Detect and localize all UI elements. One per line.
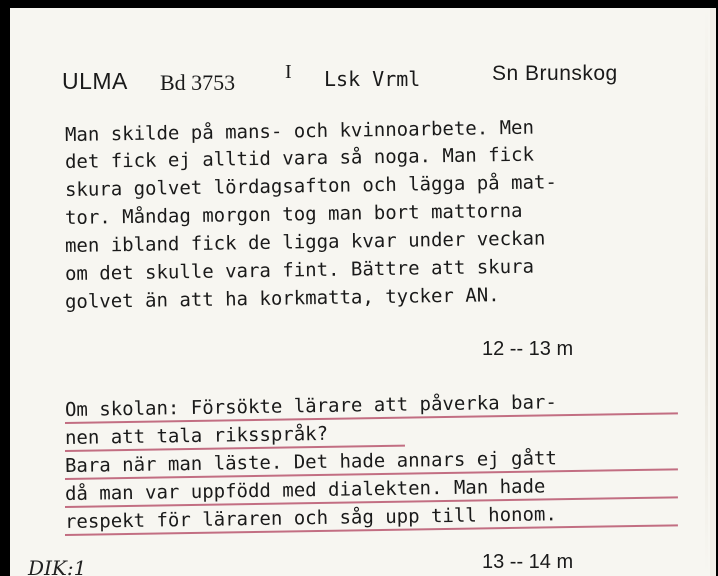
page-reference: 12 -- 13 m xyxy=(482,338,574,360)
text-line: respekt för läraren och såg upp till honom. xyxy=(64,503,557,533)
text-line: men ibland fick de ligga kvar under veckan xyxy=(64,227,546,257)
text-line: tor. Måndag morgon tog man bort mattorna xyxy=(64,199,523,229)
text-line: om det skulle vara fint. Bättre att skura xyxy=(64,255,535,285)
text-line: det fick ej alltid vara så noga. Man fick xyxy=(64,143,535,173)
text-line: då man var uppfödd med dialekten. Man hade xyxy=(64,475,546,505)
margin-annotation: DIK:1 xyxy=(28,556,87,576)
volume-number: Bd 3753 xyxy=(160,70,236,95)
section-numeral: I xyxy=(285,61,292,83)
text-line: Bara när man läste. Det hade annars ej gått xyxy=(64,447,557,477)
region-label: Lsk Vrml xyxy=(324,67,421,91)
page-reference: 13 -- 14 m xyxy=(482,551,574,573)
parish-label: Sn Brunskog xyxy=(492,62,618,85)
text-line: Man skilde på mans- och kvinnoarbete. Men xyxy=(64,116,535,146)
text-line: nen att tala riksspråk? xyxy=(64,422,329,449)
text-line: skura golvet lördagsafton och lägga på mat- xyxy=(64,171,557,201)
text-line: golvet än att ha korkmatta, tycker AN. xyxy=(64,284,500,313)
index-card xyxy=(10,8,716,576)
text-line: Om skolan: Försökte lärare att påverka bar- xyxy=(64,391,557,421)
archive-code: ULMA xyxy=(62,68,128,94)
